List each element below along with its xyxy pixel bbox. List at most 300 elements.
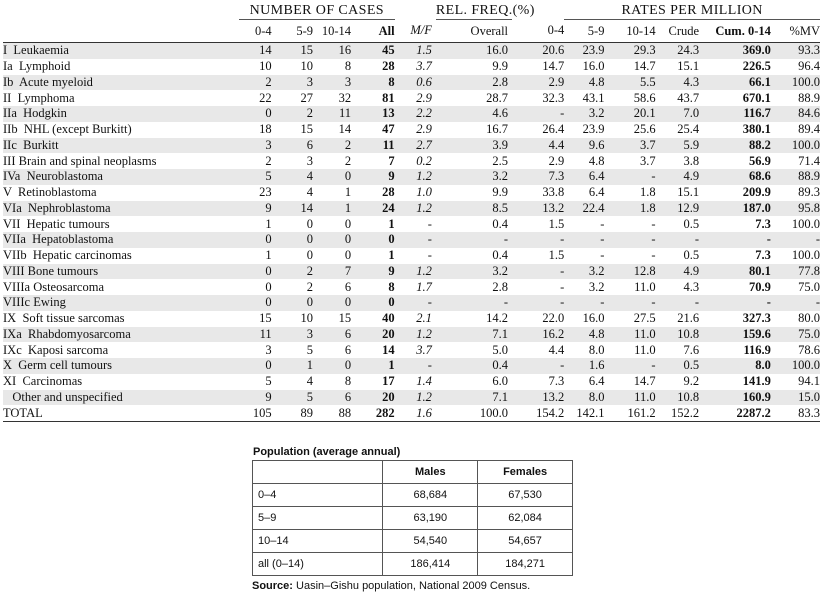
cell-rate-5-9: - — [600, 216, 605, 231]
cell-rate-5-9: 9.6 — [564, 138, 604, 154]
cell-cases-10-14: 11 — [313, 106, 351, 122]
table-body — [3, 43, 820, 422]
table-row — [3, 75, 820, 91]
cell-cum-0-14: 327.3 — [742, 311, 771, 326]
cell-cases-5-9: 0 — [306, 248, 313, 263]
cell-mv: 84.6 — [771, 106, 820, 122]
cell-mv: 77.8 — [771, 264, 820, 280]
cell-overall: 28.7 — [486, 90, 509, 105]
cell-cases-all: 45 — [351, 43, 395, 59]
cell-cases-all: 28 — [382, 185, 395, 200]
cell-mf: 1.2 — [395, 390, 436, 406]
population-cell-males: 63,190 — [383, 507, 478, 530]
cell-cases-all: 9 — [351, 169, 395, 185]
cell-cases-0-4: 0 — [265, 279, 272, 294]
population-cell-females: 184,271 — [478, 553, 573, 576]
cell-rate-10-14: 11.0 — [604, 327, 655, 343]
cell-overall: - — [436, 232, 512, 248]
cell-cum-0-14: 56.9 — [749, 153, 771, 168]
cell-rate-10-14: 11.0 — [634, 342, 656, 357]
cell-cases-10-14: 0 — [344, 248, 352, 263]
cell-rate-0-4: 13.2 — [512, 201, 564, 217]
table-row — [3, 122, 820, 138]
cell-cases-5-9: 5 — [272, 390, 313, 406]
row-label: XI Carcinomas — [3, 374, 83, 389]
cell-mv: 75.0 — [798, 279, 820, 294]
cell-rate-0-4: 2.9 — [512, 75, 564, 91]
cell-cases-5-9: 27 — [300, 90, 313, 105]
cell-mv: 71.4 — [798, 153, 820, 168]
row-label: Other and unspecified — [3, 390, 239, 406]
cell-cases-10-14: 15 — [338, 311, 352, 326]
cell-crude: 0.5 — [683, 216, 700, 231]
cell-rate-0-4: - — [512, 295, 564, 311]
cell-mv: 100.0 — [771, 138, 820, 154]
cell-mf: 3.7 — [416, 342, 432, 357]
cell-rate-5-9: - — [564, 232, 604, 248]
cell-rate-5-9: 16.0 — [582, 59, 605, 74]
table-row — [3, 153, 820, 169]
cell-rate-0-4: 7.3 — [512, 169, 564, 185]
row-label: IIc Burkitt — [3, 138, 239, 154]
table-row — [3, 248, 820, 264]
cell-crude: 5.9 — [656, 138, 700, 154]
row-label: Ia Lymphoid — [3, 59, 71, 74]
cell-cum-0-14: 116.7 — [699, 106, 771, 122]
population-row — [253, 553, 573, 576]
cell-cases-10-14: 7 — [313, 264, 351, 280]
cell-cases-10-14: 88 — [313, 405, 351, 421]
cell-rate-0-4: - — [512, 264, 564, 280]
cell-mv: 75.0 — [771, 327, 820, 343]
cell-cum-0-14: - — [699, 232, 771, 248]
cell-crude: 7.0 — [656, 106, 700, 122]
cell-cases-10-14: 1 — [313, 201, 351, 217]
cell-mv: 89.4 — [798, 122, 820, 137]
cell-rate-0-4: 4.4 — [512, 138, 564, 154]
cell-cum-0-14: - — [699, 295, 771, 311]
cell-rate-5-9: 142.1 — [564, 405, 604, 421]
cell-rate-10-14: 11.0 — [604, 390, 655, 406]
cell-mv: - — [771, 232, 820, 248]
cell-crude: 7.6 — [683, 342, 700, 357]
cell-cum-0-14: 187.0 — [699, 201, 771, 217]
cell-cases-0-4: 1 — [265, 216, 272, 231]
cell-cases-5-9: 4 — [306, 374, 313, 389]
cell-overall: 9.9 — [492, 185, 509, 200]
cell-cases-all: 47 — [382, 122, 395, 137]
cell-rate-10-14: 27.5 — [633, 311, 656, 326]
cell-rate-10-14: 14.7 — [633, 59, 656, 74]
cell-cases-all: 8 — [388, 279, 395, 294]
table-row — [3, 59, 820, 75]
row-label: II Lymphoma — [3, 90, 75, 105]
cell-cases-0-4: 0 — [239, 232, 272, 248]
cell-cases-5-9: 5 — [306, 342, 313, 357]
cell-crude: 4.9 — [656, 264, 700, 280]
cell-cases-all: 282 — [351, 405, 395, 421]
cell-cases-all: 9 — [351, 264, 395, 280]
cell-rate-0-4: 22.0 — [542, 311, 565, 326]
cell-cases-0-4: 0 — [239, 264, 272, 280]
cell-cum-0-14: 70.9 — [749, 279, 771, 294]
cell-overall: 7.1 — [436, 390, 512, 406]
row-label: Ib Acute myeloid — [3, 75, 239, 91]
cell-rate-0-4: 4.4 — [548, 342, 565, 357]
cell-cases-all: 11 — [351, 138, 395, 154]
cell-crude: 15.1 — [677, 59, 700, 74]
cell-mf: 0.6 — [395, 75, 436, 91]
cell-rate-10-14: - — [604, 295, 655, 311]
cell-mf: 1.2 — [395, 201, 436, 217]
cell-rate-5-9: 4.8 — [588, 153, 605, 168]
row-label: IXc Kaposi sarcoma — [3, 342, 109, 357]
cell-mv: 100.0 — [791, 216, 820, 231]
cell-mf: 1.5 — [395, 43, 436, 59]
cell-crude: 9.2 — [683, 374, 700, 389]
cell-cases-0-4: 11 — [239, 327, 272, 343]
cell-mv: 100.0 — [771, 358, 820, 374]
cell-rate-10-14: 3.7 — [639, 153, 656, 168]
cell-mv: 89.3 — [798, 185, 820, 200]
table-row — [3, 232, 820, 248]
cell-cases-5-9: 15 — [300, 122, 313, 137]
cell-cases-all: 40 — [382, 311, 395, 326]
cell-mf: - — [427, 248, 432, 263]
population-row — [253, 530, 573, 553]
cell-rate-5-9: 4.8 — [564, 327, 604, 343]
cell-rate-10-14: 25.6 — [633, 122, 656, 137]
table-row — [3, 201, 820, 217]
cell-cum-0-14: 7.3 — [755, 248, 771, 263]
cell-cases-0-4: 15 — [259, 311, 272, 326]
cell-cases-5-9: 6 — [272, 138, 313, 154]
cell-cases-all: 14 — [382, 342, 395, 357]
cell-cases-all: 81 — [382, 90, 395, 105]
table-row — [3, 264, 820, 280]
cell-cases-10-14: 6 — [313, 327, 351, 343]
cell-mf: - — [395, 232, 436, 248]
cell-cases-0-4: 0 — [239, 358, 272, 374]
table-row — [3, 43, 820, 59]
population-panel — [252, 445, 573, 594]
cell-cases-5-9: 0 — [306, 216, 313, 231]
group-header-rel-freq: REL. FREQ.(%) — [436, 0, 512, 20]
cell-overall: - — [436, 295, 512, 311]
cell-cases-5-9: 2 — [272, 264, 313, 280]
cell-rate-0-4: - — [512, 232, 564, 248]
cell-overall: 2.8 — [492, 279, 509, 294]
cell-overall: 100.0 — [436, 405, 512, 421]
row-label: VIa Nephroblastoma — [3, 201, 239, 217]
cell-rate-5-9: 4.8 — [564, 75, 604, 91]
source-label: Source: — [252, 580, 293, 592]
cell-cum-0-14: 116.9 — [743, 342, 771, 357]
population-row — [253, 507, 573, 530]
cell-cases-10-14: 1 — [344, 185, 352, 200]
population-cell-age: all (0–14) — [253, 553, 383, 576]
cell-cases-all: 0 — [351, 295, 395, 311]
cell-overall: 3.9 — [436, 138, 512, 154]
cell-cases-5-9: 2 — [306, 279, 313, 294]
cell-cum-0-14: 66.1 — [699, 75, 771, 91]
row-label: III Brain and spinal neoplasms — [3, 153, 157, 168]
cell-mv: 100.0 — [791, 248, 820, 263]
cell-rate-10-14: - — [604, 232, 655, 248]
cell-cases-0-4: 0 — [239, 106, 272, 122]
cell-overall: 6.0 — [492, 374, 509, 389]
cell-cum-0-14: 159.6 — [699, 327, 771, 343]
cell-rate-0-4: 26.4 — [542, 122, 565, 137]
table-row — [3, 358, 820, 374]
cell-cases-5-9: 2 — [272, 106, 313, 122]
cell-mv: 96.4 — [798, 59, 820, 74]
cell-cases-10-14: 0 — [313, 232, 351, 248]
cell-cases-10-14: 3 — [313, 75, 351, 91]
cell-cases-0-4: 3 — [265, 342, 272, 357]
col-header-mf: M/F — [395, 20, 436, 43]
row-label: IX Soft tissue sarcomas — [3, 311, 125, 326]
cell-cases-5-9: 0 — [272, 232, 313, 248]
population-body — [253, 484, 573, 576]
cell-crude: 12.9 — [656, 201, 700, 217]
cell-cases-all: 24 — [351, 201, 395, 217]
row-label: X Germ cell tumours — [3, 358, 239, 374]
cell-rate-5-9: 3.2 — [564, 106, 604, 122]
cell-rate-0-4: 16.2 — [512, 327, 564, 343]
cell-mf: 2.7 — [395, 138, 436, 154]
cell-cum-0-14: 8.0 — [699, 358, 771, 374]
cell-cum-0-14: 670.1 — [742, 90, 771, 105]
col-header-cases-5-9: 5-9 — [272, 20, 313, 43]
cell-overall: 4.6 — [436, 106, 512, 122]
cell-cum-0-14: 226.5 — [742, 59, 771, 74]
col-header-cases-all: All — [351, 20, 395, 43]
cell-mf: - — [395, 358, 436, 374]
cell-cases-all: 17 — [382, 374, 395, 389]
cell-rate-10-14: 20.1 — [604, 106, 655, 122]
cell-rate-10-14: 11.0 — [634, 279, 656, 294]
cell-cases-all: 13 — [351, 106, 395, 122]
cell-crude: 15.1 — [677, 185, 700, 200]
cell-rate-0-4: - — [560, 279, 565, 294]
cell-cases-5-9: 89 — [272, 405, 313, 421]
cell-crude: 21.6 — [677, 311, 700, 326]
row-label: I Leukaemia — [3, 43, 239, 59]
table-row — [3, 279, 820, 295]
cell-mf: 1.2 — [395, 327, 436, 343]
cell-mf: 2.9 — [416, 122, 432, 137]
cell-cases-all: 8 — [351, 75, 395, 91]
cell-rate-5-9: 6.4 — [588, 374, 605, 389]
cell-rate-10-14: - — [604, 358, 655, 374]
cell-cases-all: 1 — [388, 216, 395, 231]
cell-rate-0-4: 14.7 — [542, 59, 565, 74]
cell-overall: 8.5 — [436, 201, 512, 217]
cell-overall: 2.8 — [436, 75, 512, 91]
cell-rate-0-4: 7.3 — [548, 374, 565, 389]
cell-cases-5-9: 3 — [272, 75, 313, 91]
cell-cases-10-14: 0 — [344, 216, 352, 231]
group-header-row — [3, 0, 820, 20]
cell-cum-0-14: 88.2 — [699, 138, 771, 154]
cell-rate-0-4: - — [512, 106, 564, 122]
cell-cases-0-4: 9 — [239, 390, 272, 406]
cell-rate-10-14: 5.5 — [604, 75, 655, 91]
population-header-row — [253, 461, 573, 484]
table-row — [3, 138, 820, 154]
cell-mv: 88.9 — [771, 169, 820, 185]
cell-mf: 3.7 — [416, 59, 432, 74]
cell-overall: 3.2 — [436, 264, 512, 280]
cell-cases-10-14: 8 — [344, 374, 352, 389]
cell-rate-10-14: - — [651, 248, 656, 263]
cell-rate-0-4: 154.2 — [512, 405, 564, 421]
population-cell-age: 5–9 — [253, 507, 383, 530]
cell-cases-5-9: 4 — [306, 185, 313, 200]
cell-overall: 0.4 — [492, 216, 509, 231]
cell-crude: 10.8 — [656, 390, 700, 406]
row-label: VIIIc Ewing — [3, 295, 239, 311]
population-cell-males: 186,414 — [383, 553, 478, 576]
cell-rate-0-4: 1.5 — [548, 248, 565, 263]
cell-mf: 0.2 — [416, 153, 432, 168]
cell-crude: 0.5 — [683, 248, 700, 263]
cell-rate-5-9: 8.0 — [588, 342, 605, 357]
cell-rate-10-14: - — [604, 169, 655, 185]
cell-cases-all: 1 — [351, 358, 395, 374]
cell-cum-0-14: 160.9 — [699, 390, 771, 406]
cell-mf: 1.4 — [416, 374, 432, 389]
row-label: V Retinoblastoma — [3, 185, 97, 200]
cell-cases-all: 28 — [382, 59, 395, 74]
cell-rate-10-14: 3.7 — [604, 138, 655, 154]
cell-mv: 78.6 — [798, 342, 820, 357]
cell-crude: - — [656, 295, 700, 311]
cell-mf: 1.2 — [395, 264, 436, 280]
population-cell-females: 67,530 — [478, 484, 573, 507]
cell-mv: 94.1 — [798, 374, 820, 389]
col-header-cum: Cum. 0-14 — [699, 20, 771, 43]
cell-mf: 1.6 — [395, 405, 436, 421]
col-header-cases-10-14: 10-14 — [313, 20, 351, 43]
cell-cases-0-4: 105 — [239, 405, 272, 421]
cell-mv: 88.9 — [798, 90, 820, 105]
population-cell-age: 0–4 — [253, 484, 383, 507]
cell-cases-5-9: 14 — [272, 201, 313, 217]
cell-cases-0-4: 3 — [239, 138, 272, 154]
row-label: IIa Hodgkin — [3, 106, 239, 122]
cell-crude: 10.8 — [656, 327, 700, 343]
cell-cases-10-14: 16 — [313, 43, 351, 59]
col-header-crude: Crude — [656, 20, 700, 43]
cell-cases-5-9: 4 — [272, 169, 313, 185]
cell-cum-0-14: 380.1 — [742, 122, 771, 137]
cell-rate-5-9: 8.0 — [564, 390, 604, 406]
cell-cum-0-14: 68.6 — [699, 169, 771, 185]
cell-cum-0-14: 80.1 — [699, 264, 771, 280]
cell-rate-10-14: - — [651, 216, 656, 231]
table-row — [3, 405, 820, 421]
cell-overall: 14.2 — [486, 311, 509, 326]
cell-cases-10-14: 0 — [313, 169, 351, 185]
cell-rate-10-14: 1.8 — [639, 185, 656, 200]
table-row — [3, 216, 820, 232]
cell-crude: 4.3 — [683, 279, 700, 294]
population-header-males: Males — [383, 461, 478, 484]
cell-overall: 2.5 — [492, 153, 509, 168]
population-cell-females: 54,657 — [478, 530, 573, 553]
cell-cases-10-14: 0 — [313, 295, 351, 311]
cell-rate-5-9: 23.9 — [564, 43, 604, 59]
row-label: VIIa Hepatoblastoma — [3, 232, 239, 248]
cell-cases-all: 0 — [351, 232, 395, 248]
cell-rate-10-14: 12.8 — [604, 264, 655, 280]
cell-cases-10-14: 6 — [344, 279, 352, 294]
table-row — [3, 295, 820, 311]
table-row — [3, 106, 820, 122]
cell-rate-0-4: - — [512, 358, 564, 374]
cell-mf: - — [427, 216, 432, 231]
cell-mf: 2.9 — [416, 90, 432, 105]
cell-rate-0-4: 13.2 — [512, 390, 564, 406]
cell-rate-5-9: 3.2 — [564, 264, 604, 280]
cell-overall: 0.4 — [492, 248, 509, 263]
table-row — [3, 169, 820, 185]
cell-cases-0-4: 22 — [259, 90, 272, 105]
cell-crude: - — [656, 232, 700, 248]
row-label: VII Hepatic tumours — [3, 216, 110, 231]
cell-crude: 43.7 — [677, 90, 700, 105]
cell-rate-5-9: - — [600, 248, 605, 263]
table-row — [3, 374, 820, 390]
row-label: TOTAL — [3, 405, 239, 421]
cell-cum-0-14: 369.0 — [699, 43, 771, 59]
cell-rate-5-9: 3.2 — [588, 279, 605, 294]
cell-cum-0-14: 2287.2 — [699, 405, 771, 421]
cell-mv: 80.0 — [798, 311, 820, 326]
cell-mf: 2.2 — [395, 106, 436, 122]
cell-cases-10-14: 32 — [338, 90, 352, 105]
cell-mv: 93.3 — [771, 43, 820, 59]
table-row — [3, 311, 820, 327]
cell-cases-all: 20 — [351, 390, 395, 406]
cell-rate-0-4: 1.5 — [548, 216, 565, 231]
cell-rate-5-9: 6.4 — [588, 185, 605, 200]
cell-crude: 24.3 — [656, 43, 700, 59]
cell-rate-5-9: 1.6 — [564, 358, 604, 374]
table-row — [3, 90, 820, 106]
cell-cases-10-14: 2 — [344, 153, 352, 168]
cell-cases-0-4: 5 — [265, 374, 272, 389]
col-header-overall: Overall — [436, 20, 512, 43]
cell-cases-0-4: 2 — [239, 75, 272, 91]
cell-rate-0-4: 32.3 — [542, 90, 565, 105]
cell-cases-0-4: 14 — [239, 43, 272, 59]
table-row — [3, 327, 820, 343]
population-source — [252, 580, 573, 594]
table-row — [3, 390, 820, 406]
population-cell-males: 68,684 — [383, 484, 478, 507]
cell-overall: 9.9 — [492, 59, 509, 74]
row-label: IVa Neuroblastoma — [3, 169, 239, 185]
cell-cases-5-9: 1 — [272, 358, 313, 374]
cell-crude: 152.2 — [656, 405, 700, 421]
cell-rate-0-4: 20.6 — [512, 43, 564, 59]
population-table — [252, 460, 573, 576]
cell-mv: 83.3 — [771, 405, 820, 421]
cell-mv: 95.8 — [771, 201, 820, 217]
